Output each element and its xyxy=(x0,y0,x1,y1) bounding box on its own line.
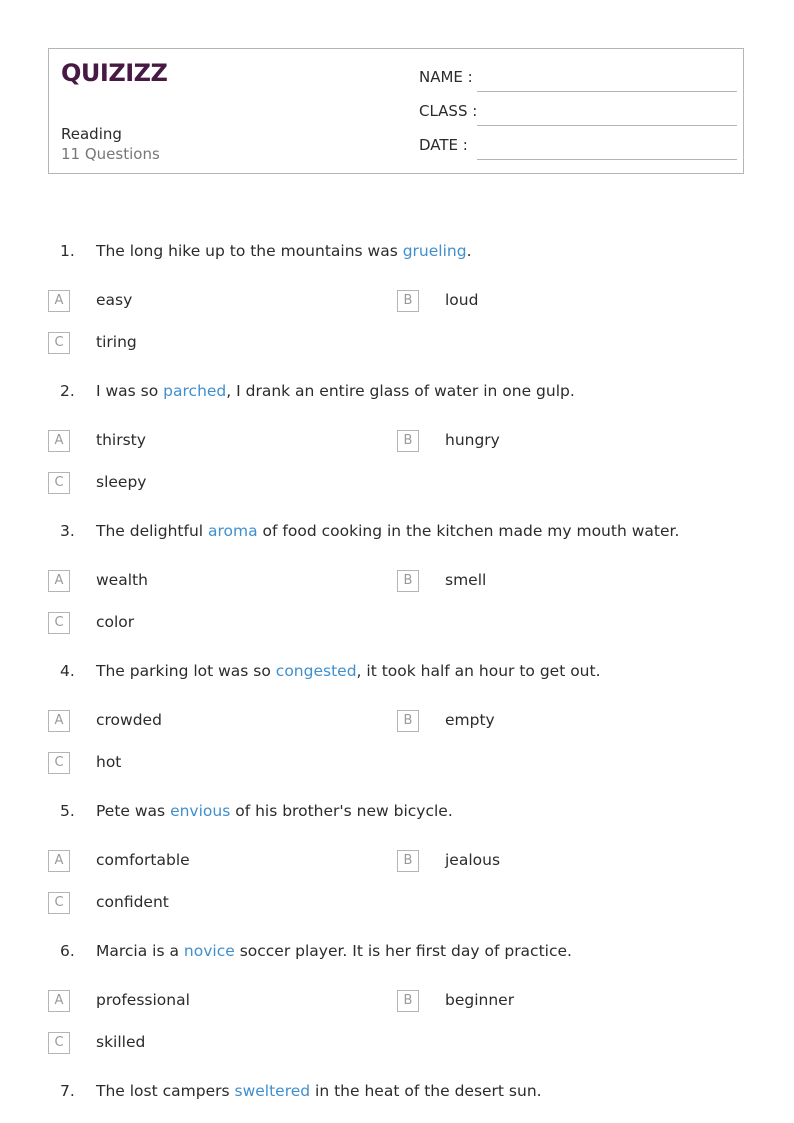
option-a-text: crowded xyxy=(96,711,162,729)
question-text xyxy=(96,242,746,260)
question-count: 11 Questions xyxy=(61,145,160,163)
question-text xyxy=(96,382,746,400)
option-c-box[interactable]: C xyxy=(48,332,70,354)
question-text xyxy=(96,942,746,960)
question-number: 4. xyxy=(60,662,75,680)
option-b-text: hungry xyxy=(445,431,500,449)
option-b-box[interactable]: B xyxy=(397,850,419,872)
vocab-word: aroma xyxy=(208,522,258,540)
class-field[interactable] xyxy=(419,102,735,124)
option-a-box[interactable]: A xyxy=(48,570,70,592)
class-label: CLASS : xyxy=(419,102,478,120)
option-c-box[interactable]: C xyxy=(48,752,70,774)
name-label: NAME : xyxy=(419,68,473,86)
option-a-box[interactable]: A xyxy=(48,850,70,872)
option-c-text: tiring xyxy=(96,333,137,351)
question-text-before: The long hike up to the mountains was xyxy=(96,242,403,260)
question-text-before: I was so xyxy=(96,382,164,400)
question-text-before: Pete was xyxy=(96,802,171,820)
option-b-box[interactable]: B xyxy=(397,570,419,592)
date-label: DATE : xyxy=(419,136,468,154)
question-text xyxy=(96,802,746,820)
option-c-text: hot xyxy=(96,753,122,771)
question-text-after: in the heat of the desert sun. xyxy=(310,1082,542,1100)
question-number: 1. xyxy=(60,242,75,260)
question-text xyxy=(96,662,746,680)
option-c-box[interactable]: C xyxy=(48,892,70,914)
option-a-box[interactable]: A xyxy=(48,990,70,1012)
option-a-text: comfortable xyxy=(96,851,190,869)
option-b-text: loud xyxy=(445,291,479,309)
question-text-before: The delightful xyxy=(96,522,208,540)
option-b-text: smell xyxy=(445,571,487,589)
question-number: 6. xyxy=(60,942,75,960)
question-text-before: The parking lot was so xyxy=(96,662,276,680)
question-text-after: . xyxy=(466,242,472,260)
option-b-box[interactable]: B xyxy=(397,430,419,452)
option-c-box[interactable]: C xyxy=(48,612,70,634)
option-c-text: color xyxy=(96,613,135,631)
question-number: 2. xyxy=(60,382,75,400)
option-a-text: wealth xyxy=(96,571,148,589)
date-field[interactable] xyxy=(419,136,735,158)
question-text-before: The lost campers xyxy=(96,1082,235,1100)
vocab-word: envious xyxy=(170,802,231,820)
name-field[interactable] xyxy=(419,68,735,90)
question-number: 7. xyxy=(60,1082,75,1100)
question-text-after: of his brother's new bicycle. xyxy=(230,802,453,820)
question-text-after: soccer player. It is her first day of practice. xyxy=(234,942,572,960)
vocab-word: congested xyxy=(275,662,357,680)
option-a-box[interactable]: A xyxy=(48,430,70,452)
question-number: 5. xyxy=(60,802,75,820)
option-c-box[interactable]: C xyxy=(48,1032,70,1054)
class-line[interactable] xyxy=(477,125,737,126)
option-b-text: beginner xyxy=(445,991,515,1009)
worksheet-subject: Reading xyxy=(61,125,122,143)
question-text xyxy=(96,1082,746,1100)
name-line[interactable] xyxy=(477,91,737,92)
option-c-box[interactable]: C xyxy=(48,472,70,494)
question-text-after: of food cooking in the kitchen made my mouth water. xyxy=(257,522,680,540)
option-c-text: skilled xyxy=(96,1033,146,1051)
option-a-text: professional xyxy=(96,991,190,1009)
vocab-word: parched xyxy=(163,382,227,400)
option-a-box[interactable]: A xyxy=(48,290,70,312)
option-a-box[interactable]: A xyxy=(48,710,70,732)
option-b-text: jealous xyxy=(445,851,501,869)
option-c-text: confident xyxy=(96,893,169,911)
option-a-text: thirsty xyxy=(96,431,146,449)
option-b-box[interactable]: B xyxy=(397,710,419,732)
vocab-word: grueling xyxy=(402,242,467,260)
quizizz-logo: QUIZIZZ xyxy=(61,59,168,87)
option-b-box[interactable]: B xyxy=(397,990,419,1012)
question-text-before: Marcia is a xyxy=(96,942,184,960)
option-a-text: easy xyxy=(96,291,133,309)
question-text xyxy=(96,522,746,540)
vocab-word: sweltered xyxy=(234,1082,311,1100)
question-text-after: , I drank an entire glass of water in one gulp. xyxy=(226,382,575,400)
worksheet-header xyxy=(48,48,744,174)
option-c-text: sleepy xyxy=(96,473,147,491)
date-line[interactable] xyxy=(477,159,737,160)
question-text-after: , it took half an hour to get out. xyxy=(356,662,601,680)
option-b-box[interactable]: B xyxy=(397,290,419,312)
option-b-text: empty xyxy=(445,711,495,729)
question-number: 3. xyxy=(60,522,75,540)
vocab-word: novice xyxy=(183,942,235,960)
